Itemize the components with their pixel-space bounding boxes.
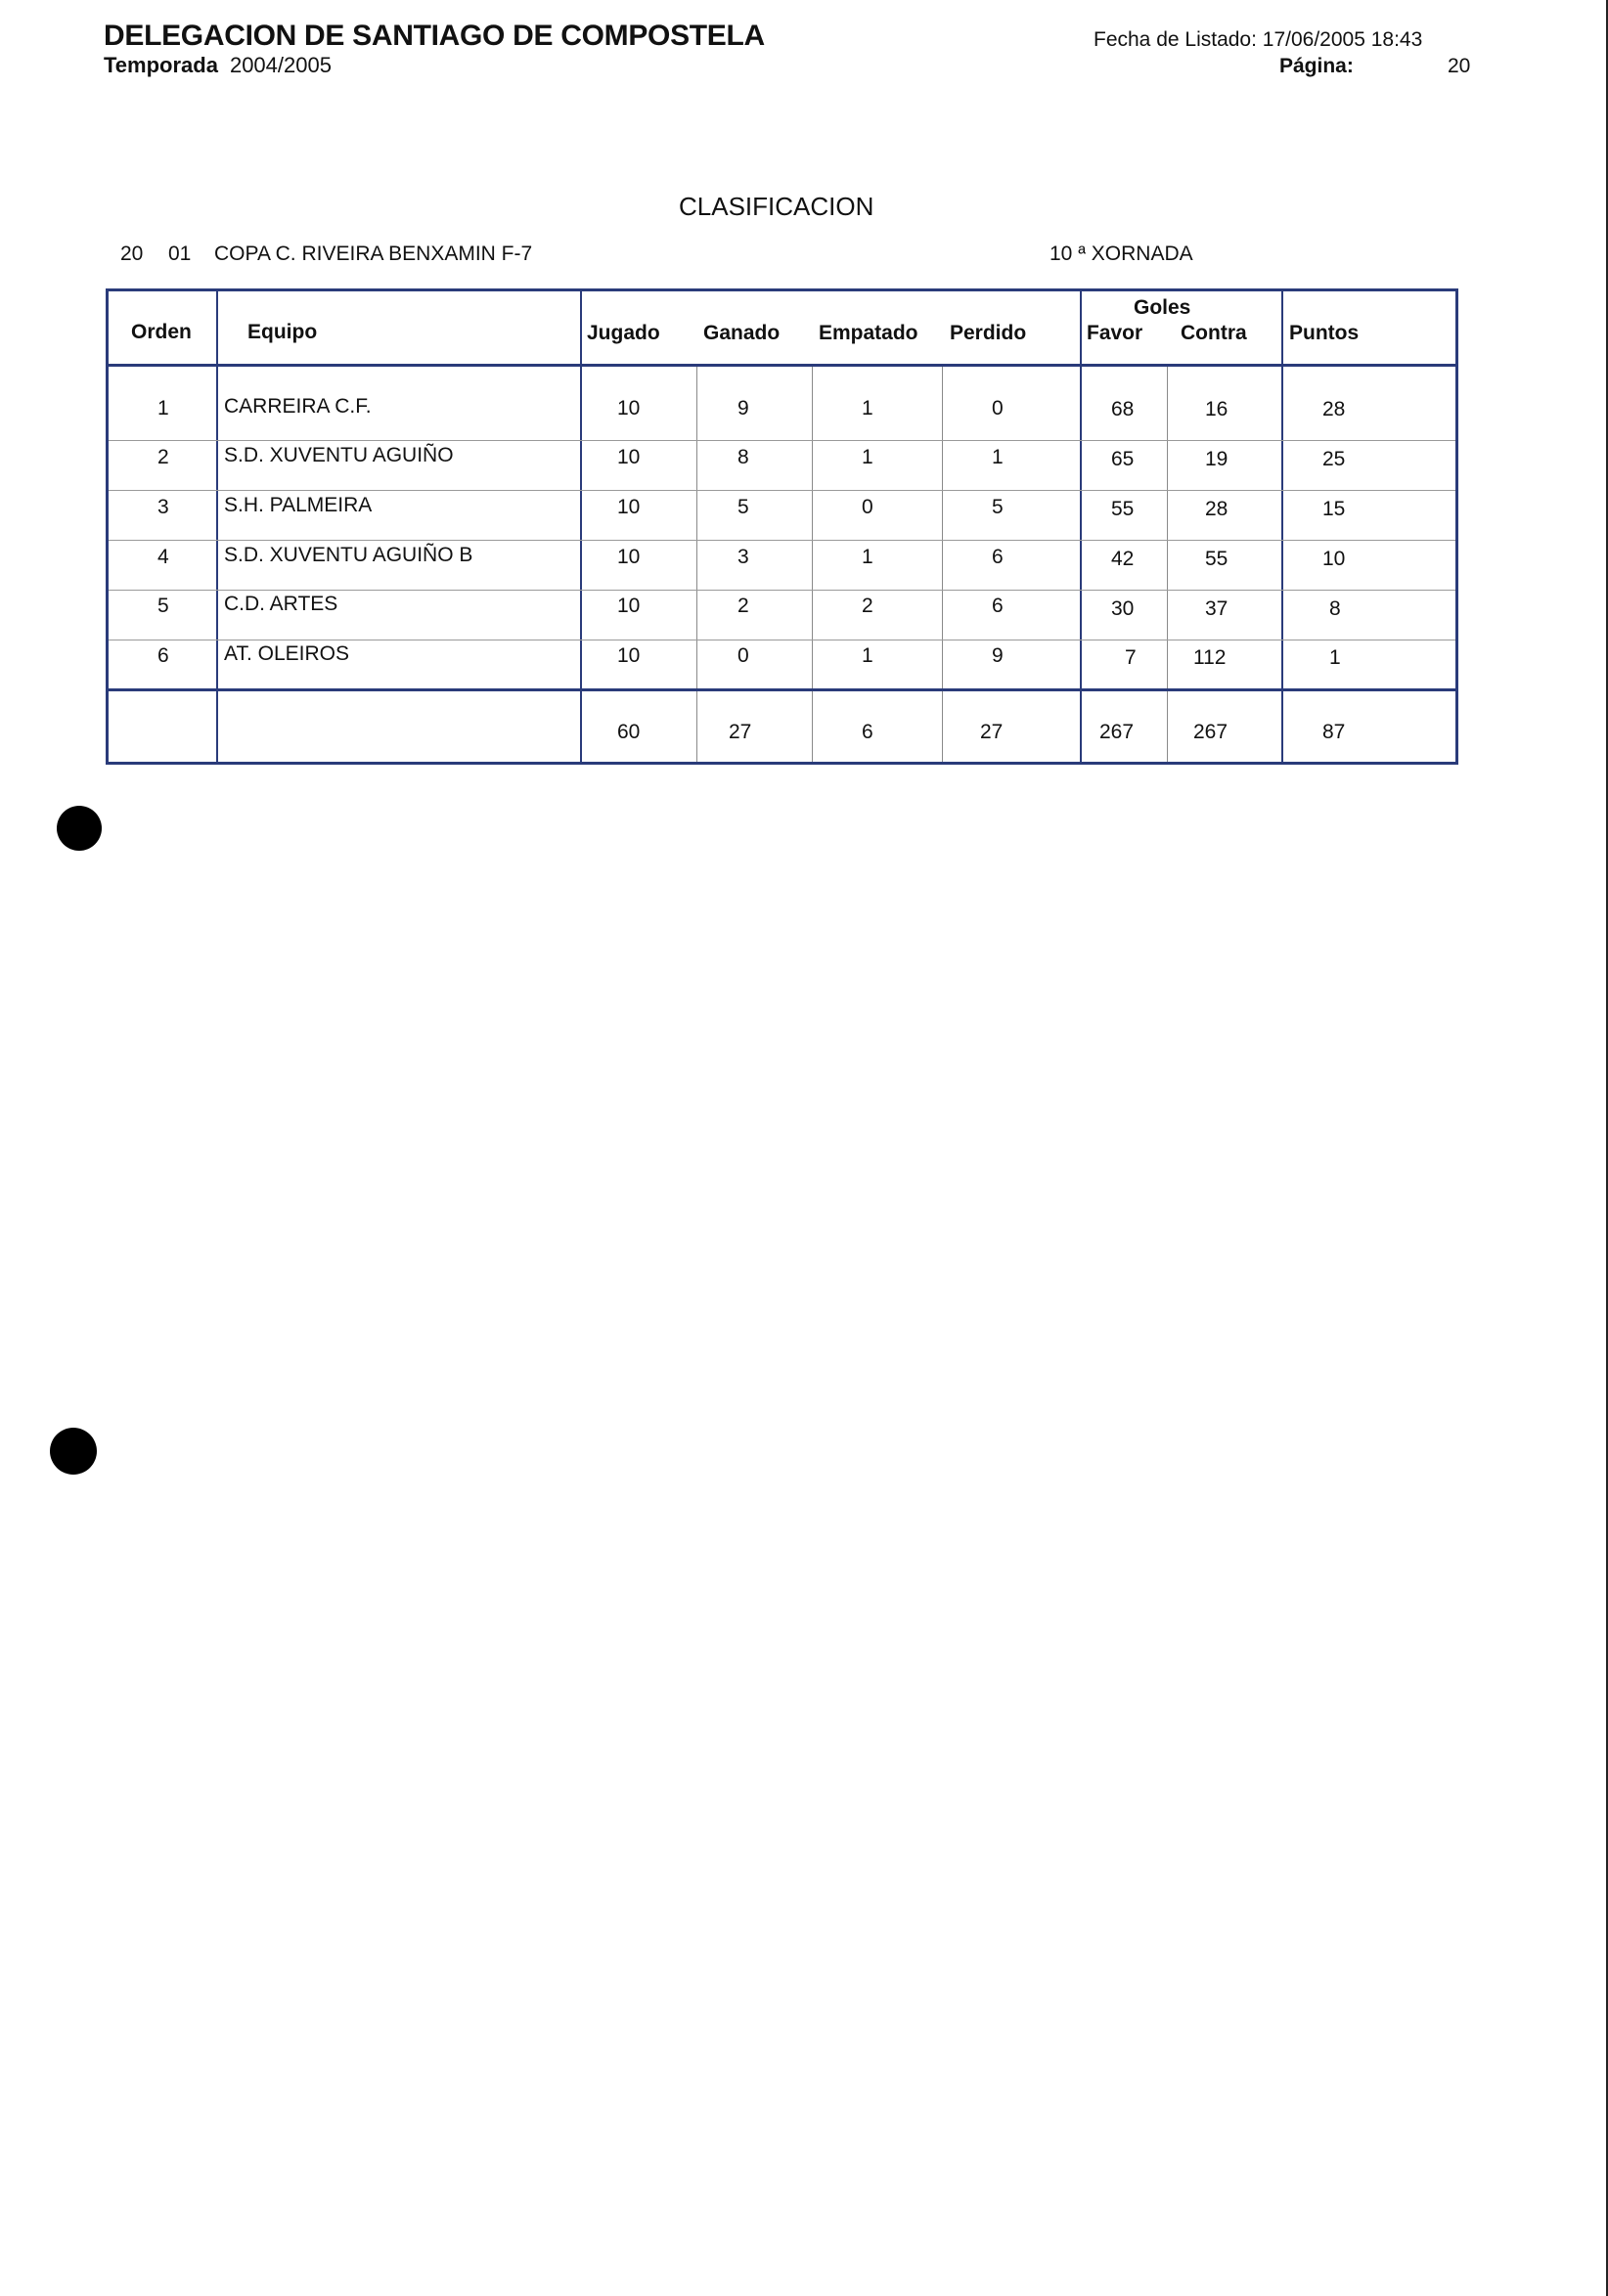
cell-puntos: 1	[1329, 646, 1341, 669]
header-orden: Orden	[131, 321, 192, 343]
page-number: 20	[1448, 55, 1471, 77]
cell-empatado: 1	[862, 446, 873, 468]
cell-equipo: C.D. ARTES	[224, 593, 338, 615]
total-empatado: 6	[862, 721, 873, 743]
cell-contra: 112	[1193, 646, 1227, 669]
header-rule	[109, 364, 1455, 367]
cell-favor: 55	[1111, 498, 1135, 520]
organization-title: DELEGACION DE SANTIAGO DE COMPOSTELA	[104, 20, 765, 52]
cell-equipo: S.D. XUVENTU AGUIÑO B	[224, 544, 473, 566]
cell-perdido: 0	[992, 397, 1004, 419]
cell-contra: 37	[1205, 597, 1228, 620]
cell-empatado: 1	[862, 546, 873, 568]
col-rule-thin	[696, 364, 697, 762]
season-line	[104, 53, 332, 78]
header-perdido: Perdido	[950, 322, 1027, 344]
season-value: 2004/2005	[229, 53, 332, 77]
cell-puntos: 28	[1322, 398, 1346, 420]
cell-perdido: 9	[992, 644, 1004, 667]
cell-jugado: 10	[617, 644, 641, 667]
cell-perdido: 6	[992, 595, 1004, 617]
total-contra: 267	[1193, 721, 1228, 743]
col-rule-thin	[942, 364, 943, 762]
cell-puntos: 10	[1322, 548, 1346, 570]
competition-code: 01	[168, 243, 192, 265]
col-rule-thin	[812, 364, 813, 762]
cell-favor: 68	[1111, 398, 1135, 420]
round-label: 10 ª XORNADA	[1050, 243, 1193, 265]
total-puntos: 87	[1322, 721, 1346, 743]
cell-perdido: 1	[992, 446, 1004, 468]
row-rule	[109, 590, 1455, 591]
cell-favor: 7	[1125, 646, 1137, 669]
cell-jugado: 10	[617, 595, 641, 617]
total-favor: 267	[1099, 721, 1135, 743]
total-jugado: 60	[617, 721, 641, 743]
cell-empatado: 0	[862, 496, 873, 518]
cell-contra: 16	[1205, 398, 1228, 420]
cell-perdido: 6	[992, 546, 1004, 568]
cell-empatado: 2	[862, 595, 873, 617]
cell-ganado: 8	[737, 446, 749, 468]
header-favor: Favor	[1087, 322, 1143, 344]
standings-table	[106, 288, 1458, 765]
cell-contra: 28	[1205, 498, 1228, 520]
header-equipo: Equipo	[247, 321, 318, 343]
header-empatado: Empatado	[819, 322, 918, 344]
cell-orden: 4	[157, 546, 169, 568]
cell-equipo: S.H. PALMEIRA	[224, 494, 373, 516]
cell-contra: 55	[1205, 548, 1228, 570]
cell-orden: 6	[157, 644, 169, 667]
cell-empatado: 1	[862, 644, 873, 667]
cell-jugado: 10	[617, 446, 641, 468]
cell-contra: 19	[1205, 448, 1228, 470]
cell-ganado: 3	[737, 546, 749, 568]
row-rule	[109, 540, 1455, 541]
cell-ganado: 2	[737, 595, 749, 617]
cell-puntos: 25	[1322, 448, 1346, 470]
cell-equipo: AT. OLEIROS	[224, 642, 349, 665]
cell-perdido: 5	[992, 496, 1004, 518]
section-title: CLASIFICACION	[679, 192, 874, 221]
cell-equipo: CARREIRA C.F.	[224, 395, 372, 418]
page-label: Página:	[1279, 55, 1354, 77]
competition-name: COPA C. RIVEIRA BENXAMIN F-7	[214, 243, 533, 265]
total-ganado: 27	[729, 721, 752, 743]
cell-jugado: 10	[617, 496, 641, 518]
col-rule-thin	[1167, 364, 1168, 762]
cell-ganado: 9	[737, 397, 749, 419]
listing-date: Fecha de Listado: 17/06/2005 18:43	[1094, 28, 1423, 51]
cell-orden: 1	[157, 397, 169, 419]
row-rule	[109, 490, 1455, 491]
cell-favor: 42	[1111, 548, 1135, 570]
cell-orden: 3	[157, 496, 169, 518]
cell-puntos: 15	[1322, 498, 1346, 520]
cell-empatado: 1	[862, 397, 873, 419]
cell-equipo: S.D. XUVENTU AGUIÑO	[224, 444, 454, 466]
header-goles: Goles	[1134, 296, 1191, 319]
cell-ganado: 0	[737, 644, 749, 667]
cell-jugado: 10	[617, 546, 641, 568]
totals-rule	[109, 688, 1455, 691]
cell-orden: 5	[157, 595, 169, 617]
cell-ganado: 5	[737, 496, 749, 518]
cell-favor: 30	[1111, 597, 1135, 620]
header-ganado: Ganado	[703, 322, 781, 344]
cell-jugado: 10	[617, 397, 641, 419]
row-rule	[109, 440, 1455, 441]
group-number: 20	[120, 243, 144, 265]
header-puntos: Puntos	[1289, 322, 1360, 344]
punch-hole-dot	[50, 1428, 97, 1475]
header-contra: Contra	[1181, 322, 1247, 344]
season-label: Temporada	[104, 53, 218, 77]
header-jugado: Jugado	[587, 322, 660, 344]
cell-orden: 2	[157, 446, 169, 468]
punch-hole-dot	[57, 806, 102, 851]
cell-puntos: 8	[1329, 597, 1341, 620]
total-perdido: 27	[980, 721, 1004, 743]
cell-favor: 65	[1111, 448, 1135, 470]
